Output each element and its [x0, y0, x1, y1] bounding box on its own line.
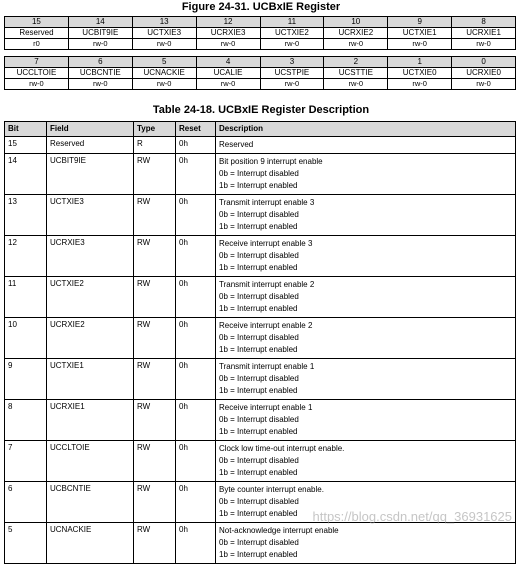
column-header: Type: [134, 122, 176, 137]
register-cell: 7: [5, 57, 69, 68]
cell-type: RW: [134, 441, 176, 482]
column-header: Bit: [5, 122, 47, 137]
table-row: [5, 400, 516, 441]
cell-type: RW: [134, 277, 176, 318]
register-cell: UCRXIE0: [452, 68, 516, 79]
description-line: 0b = Interrupt disabled: [219, 456, 299, 465]
register-description-table: [4, 121, 516, 564]
cell-field: UCTXIE3: [47, 195, 134, 236]
register-cell: 0: [452, 57, 516, 68]
cell-type: R: [134, 137, 176, 154]
cell-field: UCBIT9IE: [47, 154, 134, 195]
table-row: [5, 441, 516, 482]
description-line: 0b = Interrupt disabled: [219, 538, 299, 547]
cell-type: RW: [134, 318, 176, 359]
description-line: 0b = Interrupt disabled: [219, 251, 299, 260]
cell-field: UCNACKIE: [47, 523, 134, 564]
cell-bit: 14: [5, 154, 47, 195]
cell-description: [216, 154, 516, 195]
description-line: Receive interrupt enable 1: [219, 403, 313, 412]
register-cell: UCTXIE3: [132, 28, 196, 39]
register-cell: 2: [324, 57, 388, 68]
table-title: Table 24-18. UCBxIE Register Description: [152, 104, 370, 116]
register-cell: 8: [452, 17, 516, 28]
register-cell: 6: [68, 57, 132, 68]
cell-type: RW: [134, 359, 176, 400]
cell-field: UCTXIE2: [47, 277, 134, 318]
cell-field: UCRXIE2: [47, 318, 134, 359]
column-header: Field: [47, 122, 134, 137]
cell-reset: 0h: [176, 359, 216, 400]
description-line: Byte counter interrupt enable.: [219, 485, 324, 494]
register-cell: rw-0: [68, 39, 132, 50]
cell-type: RW: [134, 482, 176, 523]
register-cell: UCALIE: [196, 68, 260, 79]
register-cell: rw-0: [196, 79, 260, 90]
register-cell: UCTXIE1: [388, 28, 452, 39]
description-line: Transmit interrupt enable 2: [219, 280, 315, 289]
table-row: [5, 523, 516, 564]
cell-type: RW: [134, 154, 176, 195]
register-cell: 4: [196, 57, 260, 68]
cell-description: [216, 236, 516, 277]
register-cell: UCTXIE0: [388, 68, 452, 79]
register-cell: UCBIT9IE: [68, 28, 132, 39]
register-cell: 1: [388, 57, 452, 68]
register-cell: UCBCNTIE: [68, 68, 132, 79]
cell-bit: 13: [5, 195, 47, 236]
table-row: [5, 236, 516, 277]
register-cell: UCSTPIE: [260, 68, 324, 79]
register-cell: 15: [5, 17, 69, 28]
table-row: [5, 359, 516, 400]
description-line: 1b = Interrupt enabled: [219, 181, 298, 190]
register-cell: rw-0: [132, 79, 196, 90]
cell-field: UCCLTOIE: [47, 441, 134, 482]
description-line: Receive interrupt enable 2: [219, 321, 313, 330]
cell-description: [216, 359, 516, 400]
description-line: 0b = Interrupt disabled: [219, 333, 299, 342]
register-cell: rw-0: [324, 79, 388, 90]
cell-field: UCRXIE3: [47, 236, 134, 277]
description-line: 0b = Interrupt disabled: [219, 169, 299, 178]
description-line: 1b = Interrupt enabled: [219, 468, 298, 477]
description-line: Reserved: [219, 140, 254, 149]
description-line: 0b = Interrupt disabled: [219, 210, 299, 219]
cell-bit: 11: [5, 277, 47, 318]
table-row: [5, 137, 516, 154]
register-cell: 13: [132, 17, 196, 28]
cell-field: UCRXIE1: [47, 400, 134, 441]
table-row: [5, 318, 516, 359]
cell-reset: 0h: [176, 154, 216, 195]
figure-title: Figure 24-31. UCBxIE Register: [181, 1, 341, 13]
register-cell: rw-0: [68, 79, 132, 90]
table-row: [5, 277, 516, 318]
register-cell: rw-0: [196, 39, 260, 50]
description-line: Bit position 9 interrupt enable: [219, 157, 323, 166]
description-line: 0b = Interrupt disabled: [219, 497, 299, 506]
register-cell: rw-0: [388, 79, 452, 90]
description-line: Transmit interrupt enable 3: [219, 198, 315, 207]
table-row: [5, 195, 516, 236]
description-line: 1b = Interrupt enabled: [219, 222, 298, 231]
cell-reset: 0h: [176, 400, 216, 441]
register-cell: Reserved: [5, 28, 69, 39]
cell-reset: 0h: [176, 137, 216, 154]
description-line: 1b = Interrupt enabled: [219, 550, 298, 559]
description-line: Receive interrupt enable 3: [219, 239, 313, 248]
register-cell: rw-0: [260, 79, 324, 90]
register-cell: UCRXIE1: [452, 28, 516, 39]
register-cell: 11: [260, 17, 324, 28]
cell-description: [216, 441, 516, 482]
register-cell: rw-0: [324, 39, 388, 50]
cell-description: [216, 318, 516, 359]
register-cell: 3: [260, 57, 324, 68]
cell-bit: 9: [5, 359, 47, 400]
register-diagram: [4, 16, 516, 50]
register-cell: rw-0: [452, 39, 516, 50]
register-cell: UCRXIE2: [324, 28, 388, 39]
register-cell: UCTXIE2: [260, 28, 324, 39]
cell-bit: 10: [5, 318, 47, 359]
cell-type: RW: [134, 195, 176, 236]
cell-bit: 6: [5, 482, 47, 523]
cell-type: RW: [134, 400, 176, 441]
cell-reset: 0h: [176, 318, 216, 359]
cell-description: [216, 195, 516, 236]
description-line: Transmit interrupt enable 1: [219, 362, 315, 371]
cell-description: [216, 523, 516, 564]
description-line: 1b = Interrupt enabled: [219, 427, 298, 436]
register-cell: rw-0: [5, 79, 69, 90]
register-cell: 10: [324, 17, 388, 28]
register-cell: rw-0: [260, 39, 324, 50]
register-cell: UCCLTOIE: [5, 68, 69, 79]
description-line: Not-acknowledge interrupt enable: [219, 526, 339, 535]
column-header: Reset: [176, 122, 216, 137]
register-cell: 9: [388, 17, 452, 28]
register-cell: rw-0: [132, 39, 196, 50]
watermark: https://blog.csdn.net/qq_36931625: [312, 509, 512, 524]
cell-reset: 0h: [176, 277, 216, 318]
table-row: [5, 154, 516, 195]
register-cell: 14: [68, 17, 132, 28]
cell-bit: 15: [5, 137, 47, 154]
cell-description: [216, 277, 516, 318]
cell-bit: 7: [5, 441, 47, 482]
register-cell: UCNACKIE: [132, 68, 196, 79]
column-header: Description: [216, 122, 516, 137]
register-cell: rw-0: [452, 79, 516, 90]
cell-bit: 8: [5, 400, 47, 441]
register-cell: rw-0: [388, 39, 452, 50]
description-line: 0b = Interrupt disabled: [219, 374, 299, 383]
description-line: 1b = Interrupt enabled: [219, 263, 298, 272]
cell-description: [216, 400, 516, 441]
cell-bit: 5: [5, 523, 47, 564]
cell-reset: 0h: [176, 195, 216, 236]
cell-bit: 12: [5, 236, 47, 277]
register-cell: r0: [5, 39, 69, 50]
description-line: 0b = Interrupt disabled: [219, 292, 299, 301]
cell-type: RW: [134, 523, 176, 564]
cell-reset: 0h: [176, 523, 216, 564]
description-line: 1b = Interrupt enabled: [219, 386, 298, 395]
register-cell: UCSTTIE: [324, 68, 388, 79]
cell-field: UCTXIE1: [47, 359, 134, 400]
register-cell: 5: [132, 57, 196, 68]
cell-reset: 0h: [176, 441, 216, 482]
cell-description: [216, 137, 516, 154]
cell-reset: 0h: [176, 236, 216, 277]
description-line: 1b = Interrupt enabled: [219, 509, 298, 518]
description-line: 1b = Interrupt enabled: [219, 304, 298, 313]
cell-field: UCBCNTIE: [47, 482, 134, 523]
description-line: Clock low time-out interrupt enable.: [219, 444, 345, 453]
cell-reset: 0h: [176, 482, 216, 523]
description-line: 0b = Interrupt disabled: [219, 415, 299, 424]
register-cell: 12: [196, 17, 260, 28]
register-cell: UCRXIE3: [196, 28, 260, 39]
cell-type: RW: [134, 236, 176, 277]
description-line: 1b = Interrupt enabled: [219, 345, 298, 354]
cell-field: Reserved: [47, 137, 134, 154]
register-diagram-lower: [4, 56, 516, 90]
